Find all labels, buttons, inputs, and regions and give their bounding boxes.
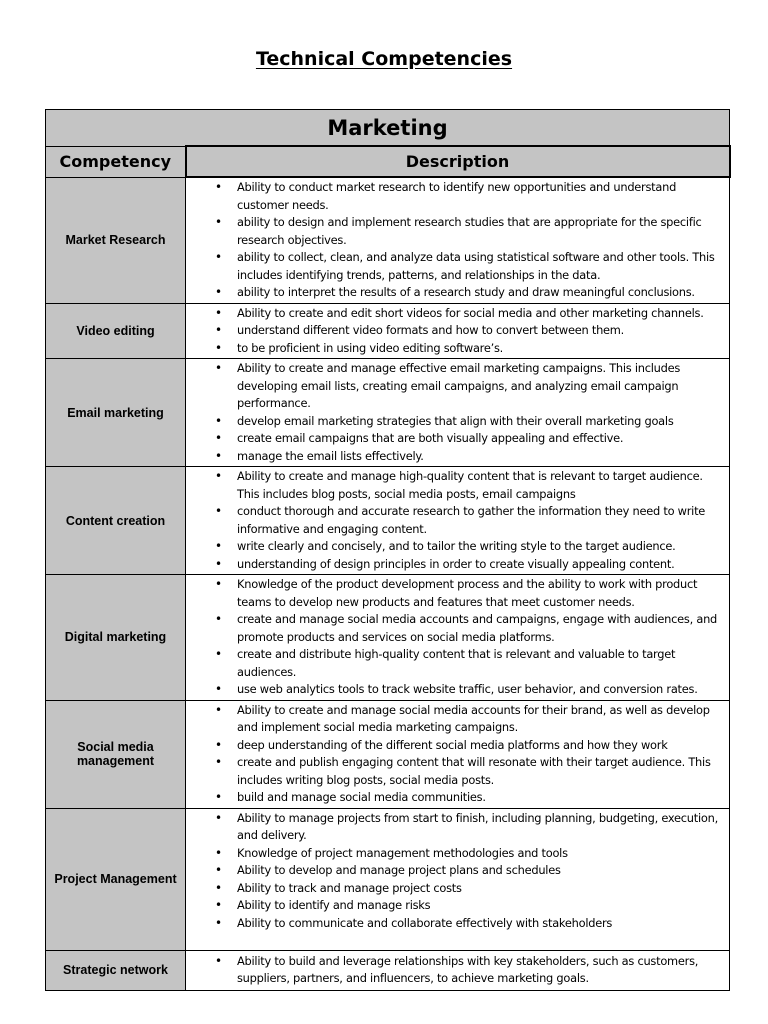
description-bullet: • ability to interpret the results of a research study and draw meaningful conclusions. — [186, 284, 723, 302]
description-bullet: • use web analytics tools to track website traffic, user behavior, and conversion rates. — [186, 681, 723, 699]
description-bullet: • Ability to communicate and collaborate effectively with stakeholders — [186, 915, 723, 933]
competency-description — [186, 808, 730, 950]
competency-table — [45, 109, 731, 991]
competency-column-header: Competency — [46, 146, 186, 177]
table-row — [46, 177, 730, 303]
description-bullet: • conduct thorough and accurate research to gather the information they need to write informative and engaging content. — [186, 503, 723, 538]
page-title: Technical Competencies — [255, 48, 513, 70]
description-bullet: • ability to collect, clean, and analyze data using statistical software and other tools. This includes identifying trends, patterns, and relationships in the data. — [186, 249, 723, 284]
description-list — [186, 702, 723, 807]
description-bullet: • create and manage social media accounts and campaigns, engage with audiences, and promote products and services on social media platforms. — [186, 611, 723, 646]
competency-description — [186, 359, 730, 467]
description-bullet: • write clearly and concisely, and to tailor the writing style to the target audience. — [186, 538, 723, 556]
description-bullet: • Ability to build and leverage relationships with key stakeholders, such as customers, suppliers, partners, and influencers, to achieve marketing goals. — [186, 953, 723, 988]
competency-name: Digital marketing — [46, 575, 186, 701]
competency-name: Content creation — [46, 467, 186, 575]
description-bullet: • Ability to develop and manage project plans and schedules — [186, 862, 723, 880]
description-bullet: • Knowledge of the product development process and the ability to work with product teams to develop new products and features that meet customer needs. — [186, 576, 723, 611]
description-bullet: • Ability to identify and manage risks — [186, 897, 723, 915]
competency-description — [186, 575, 730, 701]
table-row — [46, 950, 730, 990]
description-bullet: • Ability to create and manage effective email marketing campaigns. This includes developing email lists, creating email campaigns, and analyzing email campaign performance. — [186, 360, 723, 413]
description-bullet: • Ability to create and edit short videos for social media and other marketing channels. — [186, 305, 723, 323]
description-bullet: • manage the email lists effectively. — [186, 448, 723, 466]
description-bullet: • ability to design and implement research studies that are appropriate for the specific research objectives. — [186, 214, 723, 249]
table-row — [46, 467, 730, 575]
competency-name: Email marketing — [46, 359, 186, 467]
table-row — [46, 808, 730, 950]
description-bullet: • Knowledge of project management methodologies and tools — [186, 845, 723, 863]
description-list — [186, 468, 723, 573]
competency-name: Video editing — [46, 303, 186, 359]
description-bullet: • understand different video formats and how to convert between them. — [186, 322, 723, 340]
table-row — [46, 700, 730, 808]
description-bullet: • Ability to conduct market research to identify new opportunities and understand customer needs. — [186, 179, 723, 214]
description-list — [186, 360, 723, 465]
competency-description — [186, 467, 730, 575]
description-bullet: • create and publish engaging content that will resonate with their target audience. This includes writing blog posts, social media posts. — [186, 754, 723, 789]
description-list — [186, 576, 723, 699]
description-bullet: • Ability to create and manage social media accounts for their brand, as well as develop and implement social media marketing campaigns. — [186, 702, 723, 737]
competency-name: Strategic network — [46, 950, 186, 990]
competency-description — [186, 177, 730, 303]
description-list — [186, 810, 723, 933]
description-bullet: • create and distribute high-quality content that is relevant and valuable to target audiences. — [186, 646, 723, 681]
table-row — [46, 359, 730, 467]
competency-name: Social media management — [46, 700, 186, 808]
description-list — [186, 179, 723, 302]
description-bullet: • Ability to manage projects from start to finish, including planning, budgeting, execution, and delivery. — [186, 810, 723, 845]
description-bullet: • deep understanding of the different social media platforms and how they work — [186, 737, 723, 755]
description-column-header: Description — [186, 146, 730, 177]
competency-name: Market Research — [46, 177, 186, 303]
description-list — [186, 305, 723, 358]
competency-description — [186, 700, 730, 808]
description-bullet: • build and manage social media communities. — [186, 789, 723, 807]
description-bullet: • understanding of design principles in order to create visually appealing content. — [186, 556, 723, 574]
description-list — [186, 953, 723, 988]
table-row — [46, 575, 730, 701]
competency-description — [186, 303, 730, 359]
description-bullet: • to be proficient in using video editing software’s. — [186, 340, 723, 358]
competency-name: Project Management — [46, 808, 186, 950]
competency-description — [186, 950, 730, 990]
description-bullet: • develop email marketing strategies that align with their overall marketing goals — [186, 413, 723, 431]
description-bullet: • create email campaigns that are both visually appealing and effective. — [186, 430, 723, 448]
description-bullet: • Ability to create and manage high-quality content that is relevant to target audience. This includes blog posts, social media posts, email campaigns — [186, 468, 723, 503]
description-bullet: • Ability to track and manage project costs — [186, 880, 723, 898]
section-title: Marketing — [46, 110, 730, 147]
table-row — [46, 303, 730, 359]
